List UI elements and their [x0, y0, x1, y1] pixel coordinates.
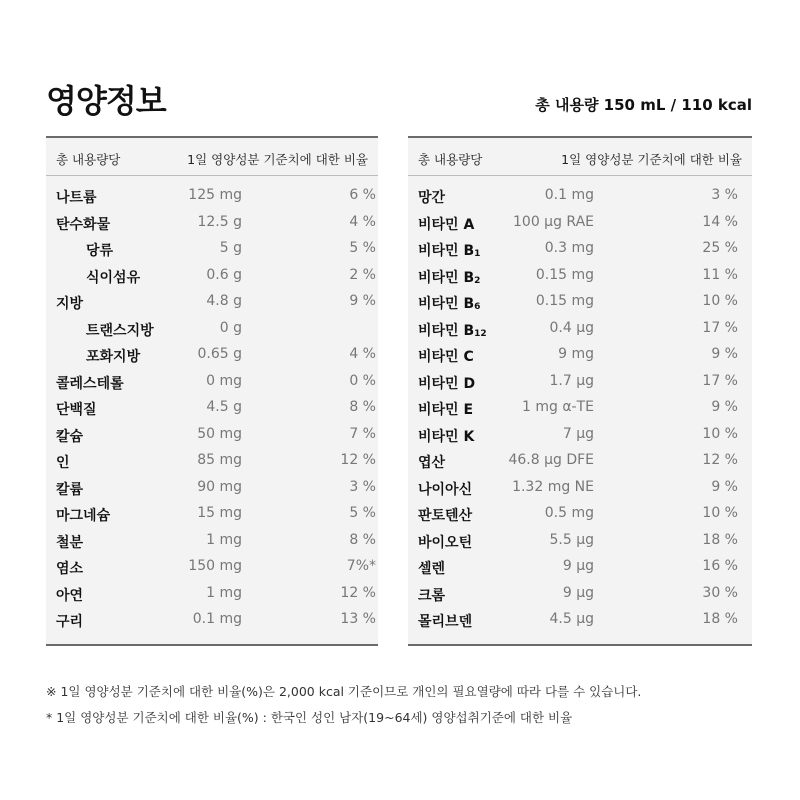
nutrient-daily-percent: 9 %: [349, 293, 376, 309]
nutrient-name: 식이섬유: [86, 269, 141, 286]
nutrient-name: 바이오틴: [418, 534, 473, 551]
nutrient-daily-percent: 17 %: [702, 372, 738, 389]
table-row: [46, 554, 378, 581]
right-rows: [408, 183, 752, 634]
table-row: [46, 289, 378, 316]
nutrient-daily-percent: 14 %: [702, 213, 738, 230]
nutrient-amount: 9 mg: [558, 346, 594, 362]
nutrient-amount: 4.5 μg: [549, 611, 594, 627]
nutrient-amount: 90 mg: [197, 478, 242, 495]
header-per-total: 총 내용량당: [418, 152, 483, 167]
nutrition-table-right: [408, 136, 752, 646]
nutrient-amount: 0 g: [219, 319, 242, 336]
nutrient-name: 철분: [56, 534, 84, 551]
nutrient-amount: 1.32 mg NE: [512, 478, 594, 495]
nutrient-amount: 9 μg: [562, 584, 594, 601]
nutrient-amount: 1 mg: [206, 584, 242, 601]
table-row: [408, 528, 752, 555]
page-title: 영양정보: [46, 82, 166, 120]
table-row: [408, 316, 752, 343]
table-row: [408, 263, 752, 290]
table-row: [46, 316, 378, 343]
header-daily-ratio: 1일 영양성분 기준치에 대한 비율: [561, 152, 742, 167]
nutrient-amount: 5.5 μg: [549, 531, 594, 548]
table-row: [408, 554, 752, 581]
nutrient-amount: 0.6 g: [206, 266, 242, 283]
nutrient-amount: 15 mg: [197, 505, 242, 521]
nutrient-amount: 1.7 μg: [549, 372, 594, 389]
nutrient-amount: 9 μg: [562, 558, 594, 574]
nutrient-amount: 5 g: [219, 240, 242, 256]
nutrient-name: 비타민 B1: [418, 243, 481, 259]
nutrient-name: 단백질: [56, 402, 97, 418]
nutrient-daily-percent: 13 %: [340, 611, 376, 627]
table-row: [46, 236, 378, 263]
nutrient-daily-percent: 7 %: [349, 425, 376, 442]
nutrient-amount: 0.15 mg: [535, 266, 594, 283]
nutrient-amount: 1 mg α-TE: [521, 399, 594, 415]
table-row: [46, 475, 378, 502]
table-row: [408, 289, 752, 316]
nutrient-daily-percent: 25 %: [702, 240, 738, 256]
table-row: [46, 528, 378, 555]
total-volume-label: 총 내용량 150 mL / 110 kcal: [535, 96, 752, 114]
nutrient-daily-percent: 5 %: [349, 505, 376, 521]
table-row: [46, 607, 378, 634]
nutrient-amount: 0.4 μg: [549, 319, 594, 336]
nutrient-daily-percent: 2 %: [349, 266, 376, 283]
nutrition-table-left: [46, 136, 378, 646]
nutrient-amount: 0.1 mg: [544, 187, 594, 203]
table-row: [408, 395, 752, 422]
nutrient-amount: 50 mg: [197, 425, 242, 442]
nutrient-amount: 0 mg: [206, 372, 242, 389]
table-row: [408, 475, 752, 502]
nutrient-name: 망간: [418, 190, 446, 206]
nutrient-name: 비타민 D: [418, 375, 476, 392]
nutrient-daily-percent: 9 %: [711, 478, 738, 495]
table-row: [408, 448, 752, 475]
table-header: [46, 138, 378, 176]
nutrient-name: 비타민 B2: [418, 269, 481, 286]
nutrient-daily-percent: 12 %: [340, 452, 376, 468]
nutrient-daily-percent: 9 %: [711, 346, 738, 362]
vitamin-subscript: 2: [474, 275, 481, 286]
nutrient-amount: 100 μg RAE: [513, 213, 594, 230]
table-row: [408, 581, 752, 608]
nutrient-name: 탄수화물: [56, 216, 111, 233]
nutrient-daily-percent: 7%*: [346, 558, 376, 574]
table-row: [46, 342, 378, 369]
nutrient-amount: 0.1 mg: [192, 611, 242, 627]
nutrient-name: 비타민 C: [418, 349, 474, 365]
nutrient-name: 엽산: [418, 455, 446, 471]
header-daily-ratio: 1일 영양성분 기준치에 대한 비율: [187, 152, 368, 167]
nutrient-amount: 12.5 g: [197, 213, 242, 230]
nutrient-amount: 125 mg: [188, 187, 242, 203]
nutrient-name: 당류: [86, 243, 114, 259]
nutrient-amount: 0.65 g: [197, 346, 242, 362]
nutrient-daily-percent: 3 %: [349, 478, 376, 495]
nutrient-daily-percent: 10 %: [702, 293, 738, 309]
nutrient-name: 칼륨: [56, 481, 84, 498]
table-row: [46, 210, 378, 237]
nutrient-name: 나이아신: [418, 481, 473, 498]
footnote-male-basis: * 1일 영양성분 기준치에 대한 비율(%) : 한국인 성인 남자(19~64세) 영양섭취기준에 대한 비율: [46, 710, 573, 725]
nutrient-name: 비타민 K: [418, 428, 475, 445]
nutrient-name: 포화지방: [86, 349, 141, 365]
nutrient-name: 마그네슘: [56, 508, 111, 524]
nutrient-daily-percent: 8 %: [349, 399, 376, 415]
table-row: [408, 369, 752, 396]
table-row: [408, 501, 752, 528]
nutrient-daily-percent: 12 %: [702, 452, 738, 468]
nutrient-name: 나트륨: [56, 190, 97, 206]
nutrient-name: 크롬: [418, 587, 446, 604]
nutrient-daily-percent: 6 %: [349, 187, 376, 203]
nutrient-name: 비타민 E: [418, 402, 474, 418]
table-row: [46, 581, 378, 608]
nutrient-name: 칼슘: [56, 428, 84, 445]
nutrient-amount: 1 mg: [206, 531, 242, 548]
nutrient-amount: 150 mg: [188, 558, 242, 574]
nutrient-daily-percent: 3 %: [711, 187, 738, 203]
table-row: [408, 342, 752, 369]
table-row: [46, 369, 378, 396]
nutrient-daily-percent: 11 %: [702, 266, 738, 283]
table-row: [46, 448, 378, 475]
table-row: [46, 395, 378, 422]
nutrient-amount: 7 μg: [562, 425, 594, 442]
vitamin-subscript: 1: [474, 249, 481, 259]
nutrient-daily-percent: 9 %: [711, 399, 738, 415]
table-row: [408, 210, 752, 237]
nutrient-daily-percent: 0 %: [349, 372, 376, 389]
nutrient-daily-percent: 17 %: [702, 319, 738, 336]
table-row: [408, 183, 752, 210]
nutrient-amount: 85 mg: [197, 452, 242, 468]
nutrient-daily-percent: 8 %: [349, 531, 376, 548]
nutrient-daily-percent: 30 %: [702, 584, 738, 601]
nutrient-amount: 0.3 mg: [544, 240, 594, 256]
nutrient-daily-percent: 10 %: [702, 425, 738, 442]
nutrient-daily-percent: 18 %: [702, 611, 738, 627]
nutrient-name: 비타민 B12: [418, 322, 487, 339]
table-row: [408, 422, 752, 449]
nutrient-daily-percent: 5 %: [349, 240, 376, 256]
header-per-total: 총 내용량당: [56, 152, 121, 167]
nutrient-name: 트랜스지방: [86, 322, 154, 339]
nutrient-amount: 4.8 g: [206, 293, 242, 309]
nutrient-amount: 46.8 μg DFE: [508, 452, 594, 468]
nutrient-name: 콜레스테롤: [56, 375, 124, 392]
table-row: [46, 422, 378, 449]
nutrient-name: 비타민 B6: [418, 296, 481, 312]
nutrient-daily-percent: 4 %: [349, 346, 376, 362]
nutrient-name: 아연: [56, 587, 84, 604]
table-row: [408, 236, 752, 263]
table-row: [46, 263, 378, 290]
nutrient-daily-percent: 16 %: [702, 558, 738, 574]
nutrient-name: 염소: [56, 561, 84, 577]
vitamin-subscript: 12: [474, 328, 487, 339]
nutrient-name: 인: [56, 455, 70, 471]
nutrient-daily-percent: 10 %: [702, 505, 738, 521]
nutrient-amount: 4.5 g: [206, 399, 242, 415]
nutrient-name: 셀렌: [418, 561, 446, 577]
left-rows: [46, 183, 378, 634]
table-header: [408, 138, 752, 176]
footnote-kcal-basis: ※ 1일 영양성분 기준치에 대한 비율(%)은 2,000 kcal 기준이므로 개인의 필요열량에 따라 다를 수 있습니다.: [46, 684, 642, 699]
nutrient-daily-percent: 12 %: [340, 584, 376, 601]
nutrient-daily-percent: 4 %: [349, 213, 376, 230]
nutrient-name: 지방: [56, 296, 84, 312]
nutrient-amount: 0.15 mg: [535, 293, 594, 309]
vitamin-subscript: 6: [474, 302, 481, 312]
table-row: [46, 501, 378, 528]
table-row: [408, 607, 752, 634]
nutrient-name: 판토텐산: [418, 508, 473, 524]
nutrient-name: 구리: [56, 614, 84, 630]
nutrient-name: 비타민 A: [418, 216, 475, 233]
table-row: [46, 183, 378, 210]
nutrient-daily-percent: 18 %: [702, 531, 738, 548]
nutrient-name: 몰리브덴: [418, 614, 473, 630]
nutrient-amount: 0.5 mg: [544, 505, 594, 521]
